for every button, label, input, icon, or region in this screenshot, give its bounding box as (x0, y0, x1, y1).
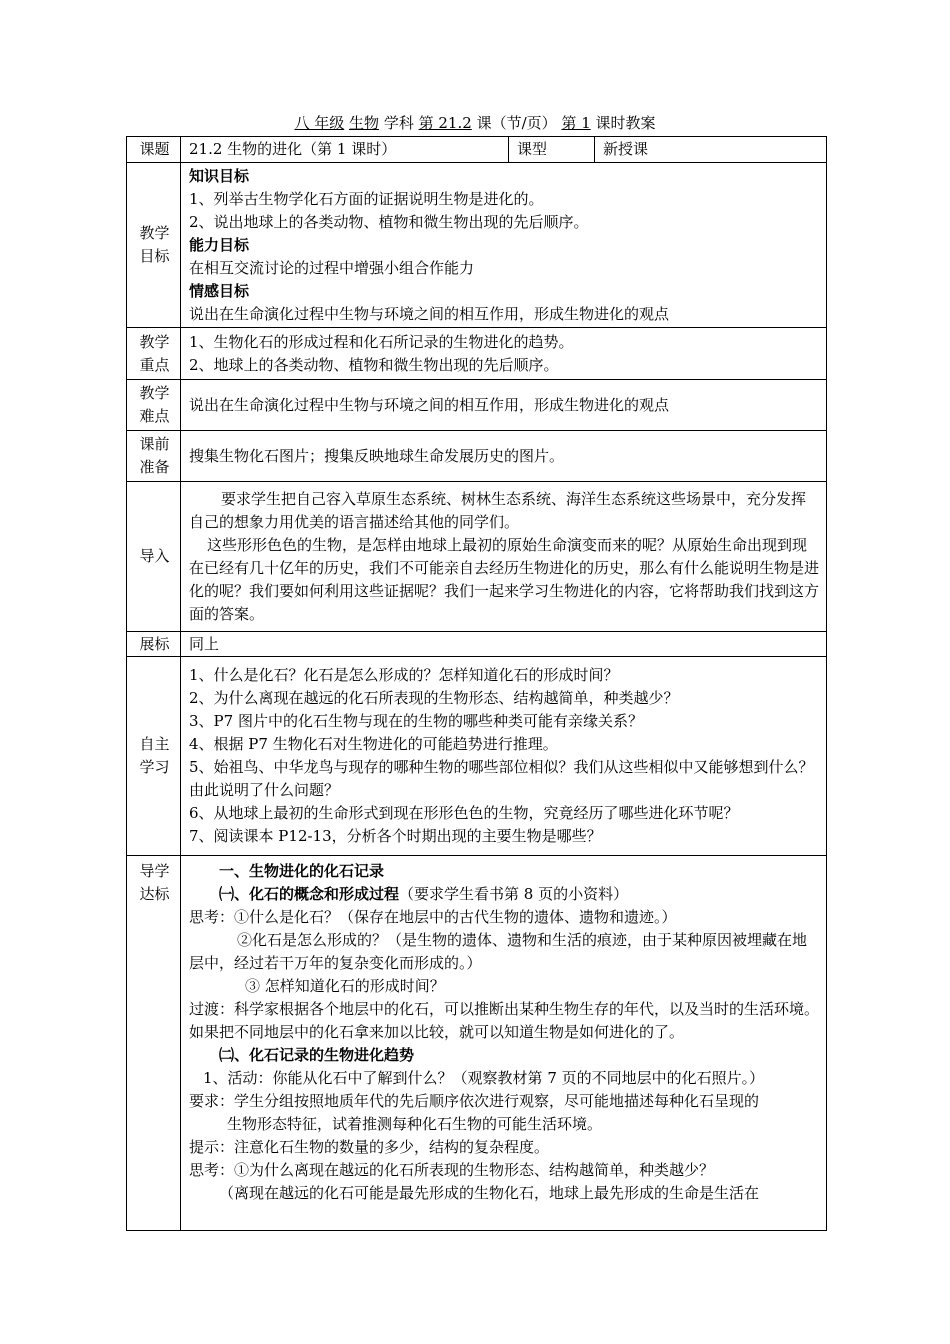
knowledge-heading: 知识目标 (189, 166, 250, 185)
label-self-study: 自主 学习 (127, 657, 181, 856)
intro-paragraph: 要求学生把自己容入草原生态系统、树林生态系统、海洋生态系统这些场景中，充分发挥自己的想象力用优美的语言描述给其他的同学们。 (189, 489, 807, 531)
knowledge-item: 1、列举古生物学化石方面的证据说明生物是进化的。 (189, 189, 544, 208)
knowledge-item: 2、说出地球上的各类动物、植物和微生物出现的先后顺序。 (189, 212, 589, 231)
question-line: 思考：①什么是化石？（保存在地层中的古代生物的遗体、遗物和遗迹。） (189, 908, 677, 926)
topic-value: 21.2 生物的进化（第 1 课时） (181, 137, 509, 163)
label-topic: 课题 (127, 137, 181, 163)
section-heading: 一、生物进化的化石记录 (219, 862, 385, 880)
activity-line: 1、活动：你能从化石中了解到什么？（观察教材第 7 页的不同地层中的化石照片。） (203, 1069, 765, 1087)
lesson-type-value: 新授课 (595, 137, 827, 163)
ability-heading: 能力目标 (189, 235, 250, 254)
show-goals-content: 同上 (181, 632, 827, 657)
row-introduction (127, 482, 827, 632)
answer-line: （离现在越远的化石可能是最先形成的生物化石，地球上最先形成的生命是生活在 (219, 1184, 760, 1202)
label-difficult-points: 教学 难点 (127, 380, 181, 431)
guided-study-content (181, 856, 827, 1231)
row-preparation (127, 431, 827, 482)
label-goals: 教学 目标 (127, 163, 181, 328)
question-line: ③ 怎样知道化石的形成时间？ (245, 977, 445, 995)
subsection-heading: ㈠、化石的概念和形成过程（要求学生看书第 8 页的小资料） (219, 885, 629, 903)
requirement-line: 要求：学生分组按照地质年代的先后顺序依次进行观察，尽可能地描述每种化石呈现的 (189, 1092, 760, 1110)
row-topic (127, 137, 827, 163)
introduction-content (181, 482, 827, 632)
intro-paragraph: 这些形形色色的生物，是怎样由地球上最初的原始生命演变而来的呢？从原始生命出现到现在已经有几十亿年的历史，我们不可能亲自去经历生物进化的历史，那么有什么能说明生物是进化的呢？我们要如何利用这些证据呢？我们一起来学习生物进化的内容，它将帮助我们找到这方面的答案。 (189, 535, 820, 623)
label-lesson-type: 课型 (509, 137, 595, 163)
preparation-content: 搜集生物化石图片；搜集反映地球生命发展历史的图片。 (181, 431, 827, 482)
difficult-points-content: 说出在生命演化过程中生物与环境之间的相互作用，形成生物进化的观点 (181, 380, 827, 431)
emotion-heading: 情感目标 (189, 281, 250, 300)
self-study-question: 1、什么是化石？化石是怎么形成的？怎样知道化石的形成时间？ (189, 666, 619, 684)
row-difficult-points (127, 380, 827, 431)
self-study-content (181, 657, 827, 856)
requirement-line: 生物形态特征，试着推测每种化石生物的可能生活环境。 (227, 1115, 603, 1133)
key-points-content: 1、生物化石的形成过程和化石所记录的生物进化的趋势。 2、地球上的各类动物、植物和微生物出现的先后顺序。 (181, 328, 827, 380)
self-study-question: 4、根据 P7 生物化石对生物进化的可能趋势进行推理。 (189, 735, 558, 753)
row-self-study (127, 657, 827, 856)
self-study-question: 7、阅读课本 P12-13，分析各个时期出现的主要生物是哪些？ (189, 827, 602, 845)
lesson-plan-table (126, 136, 827, 1231)
row-goals (127, 163, 827, 328)
emotion-item: 说出在生命演化过程中生物与环境之间的相互作用，形成生物进化的观点 (189, 304, 670, 323)
subsection-heading: ㈡、化石记录的生物进化趋势 (219, 1046, 415, 1064)
transition-text: 过渡：科学家根据各个地层中的化石，可以推断出某种生物生存的年代，以及当时的生活环境。如果把不同地层中的化石拿来加以比较，就可以知道生物是如何进化的了。 (189, 1000, 820, 1041)
self-study-question: 6、从地球上最初的生命形式到现在形形色色的生物，究竟经历了哪些进化环节呢？ (189, 804, 739, 822)
self-study-question: 2、为什么离现在越远的化石所表现的生物形态、结构越简单，种类越少？ (189, 689, 679, 707)
row-guided-study (127, 856, 827, 1231)
self-study-question: 3、P7 图片中的化石生物与现在的生物的哪些种类可能有亲缘关系？ (189, 712, 643, 730)
goals-content (181, 163, 827, 328)
row-key-points (127, 328, 827, 380)
label-show-goals: 展标 (127, 632, 181, 657)
ability-item: 在相互交流讨论的过程中增强小组合作能力 (189, 258, 475, 277)
label-guided-study: 导学 达标 (127, 856, 181, 1231)
self-study-question: 5、始祖鸟、中华龙鸟与现存的哪种生物的哪些部位相似？我们从这些相似中又能够想到什么？由此说明了什么问题？ (189, 758, 814, 799)
question-line: 思考：①为什么离现在越远的化石所表现的生物形态、结构越简单，种类越少？ (189, 1161, 715, 1179)
label-key-points: 教学 重点 (127, 328, 181, 380)
hint-line: 提示：注意化石生物的数量的多少，结构的复杂程度。 (189, 1138, 550, 1156)
label-introduction: 导入 (127, 482, 181, 632)
row-show-goals (127, 632, 827, 657)
question-line: ②化石是怎么形成的？（是生物的遗体、遗物和生活的痕迹，由于某种原因被埋藏在地层中，经过若干万年的复杂变化而形成的。） (189, 931, 808, 972)
label-preparation: 课前 准备 (127, 431, 181, 482)
page-title: 八 年级 生物 学科 第 21.2 课（节/页） 第 1 课时教案 (294, 114, 656, 132)
